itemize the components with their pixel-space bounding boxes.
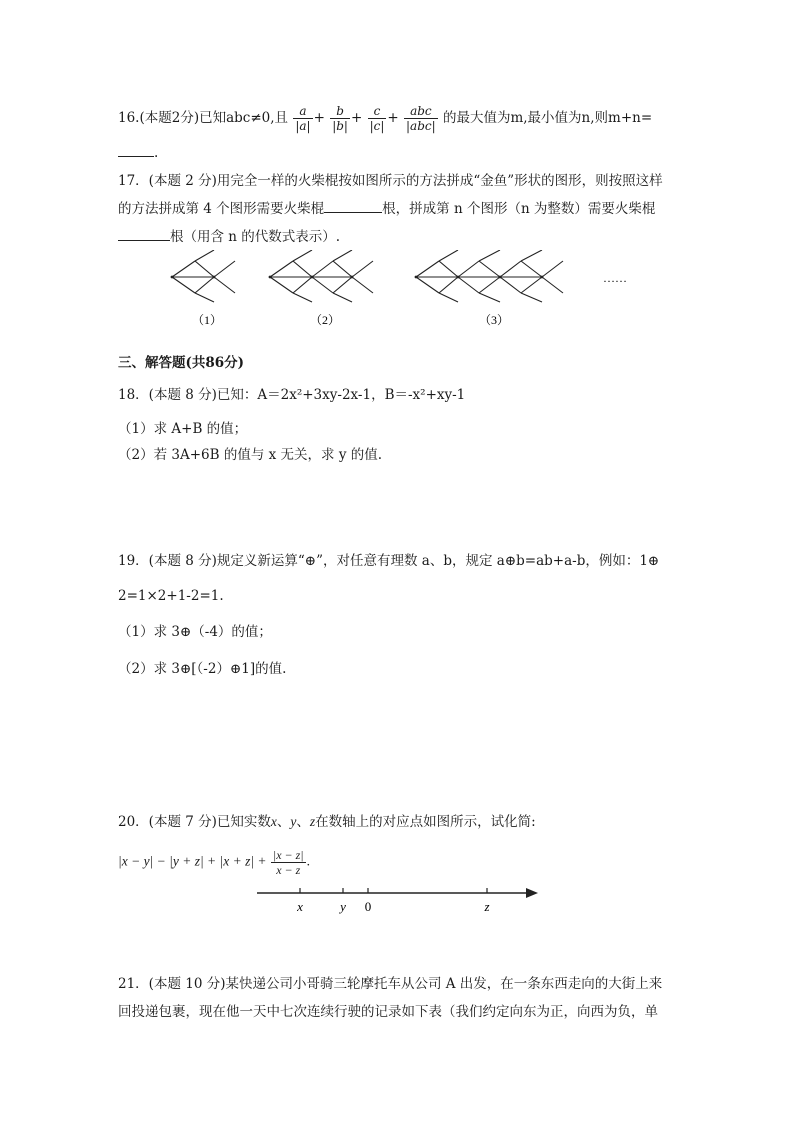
axis-label-z: z <box>484 899 490 914</box>
q16-frac-b: $\frac{b}{|b|}$ <box>332 104 348 133</box>
q20-fraction: $\frac{|x - z|}{x - z}$ <box>272 848 304 877</box>
figure-label-2: （2） <box>309 313 341 327</box>
q20-expression: |x − y| − |y + z| + |x + z| + $\frac{|x - z|}{x - z}$ . <box>118 848 310 877</box>
q19-line1: 19．(本题 8 分)规定义新运算“⊕”，对任意有理数 a、b，规定 a⊕b=ab+a-b，例如：1⊕ <box>118 553 660 569</box>
q18-part1: （1）求 A+B 的值； <box>118 421 248 437</box>
q17-line3: 根（用含 n 的代数式表示）. <box>118 228 340 246</box>
q18-stem: 18．(本题 8 分)已知：A＝2x²+3xy-2x-1，B＝-x²+xy-1 <box>118 387 466 403</box>
var-z: z <box>309 814 316 829</box>
section-3-title: 三、解答题(共86分) <box>118 355 245 371</box>
q16-answer-blank[interactable] <box>118 144 154 157</box>
figure-label-3: （3） <box>478 313 510 327</box>
q19-line2: 2=1×2+1-2=1. <box>118 588 224 604</box>
q17-line2: 的方法拼成第 4 个图形需要火柴棍 根，拼成第 n 个图形（n 为整数）需要火柴棍 <box>118 201 656 217</box>
q18-part2: （2）若 3A+6B 的值与 x 无关，求 y 的值. <box>118 447 383 463</box>
q20-stem: 20．(本题 7 分)已知实数x、y、z在数轴上的对应点如图所示，试化简: <box>118 814 536 830</box>
var-y: y <box>290 814 297 829</box>
q16-answer-line: . <box>118 144 158 162</box>
fish-figure-2 <box>270 250 373 302</box>
axis-label-zero: 0 <box>364 899 372 914</box>
q16-prefix: 16.(本题2分)已知abc≠0,且 <box>118 110 289 126</box>
fish-figure-3 <box>416 250 563 302</box>
q16-frac-c: $\frac{c}{|c|}$ <box>369 104 385 133</box>
fish-figure-1 <box>172 250 235 302</box>
axis-label-y: y <box>340 899 346 914</box>
q17-blank-2[interactable] <box>118 228 170 241</box>
q16-frac-a: $\frac{a}{|a|}$ <box>295 104 311 133</box>
q17-blank-1[interactable] <box>324 200 382 213</box>
axis-label-x: x <box>297 899 303 914</box>
q21-line1: 21．(本题 10 分)某快递公司小哥骑三轮摩托车从公司 A 出发，在一条东西走向的大街上来 <box>118 976 663 992</box>
matchstick-figure <box>160 250 640 332</box>
axis-arrow-icon <box>526 888 538 898</box>
figure-ellipsis: …… <box>603 271 627 285</box>
var-x: x <box>270 814 277 829</box>
number-line <box>255 884 545 916</box>
q16-line: 16.(本题2分)已知abc≠0,且 $\frac{a}{|a|}$ + $\frac{b}{|b|}$ + $\frac{c}{|c|}$ + $\frac{\text{abc}}{\text{|abc|}}$ 的最大值为m,最小值为n,则m+n= <box>118 104 653 133</box>
q17-line1: 17．(本题 2 分)用完全一样的火柴棍按如图所示的方法拼成“金鱼”形状的图形，则按照这样 <box>118 173 663 189</box>
q21-line2: 回投递包裹，现在他一天中七次连续行驶的记录如下表（我们约定向东为正，向西为负，单 <box>118 1004 658 1020</box>
figure-label-1: （1） <box>191 313 223 327</box>
q19-part2: （2）求 3⊕[（-2）⊕1]的值. <box>118 661 287 677</box>
q16-suffix: 的最大值为m,最小值为n,则m+n= <box>442 110 653 126</box>
q16-frac-abc: $\frac{\text{abc}}{\text{|abc|}}$ <box>406 104 436 133</box>
q19-part1: （1）求 3⊕（-4）的值； <box>118 624 272 640</box>
